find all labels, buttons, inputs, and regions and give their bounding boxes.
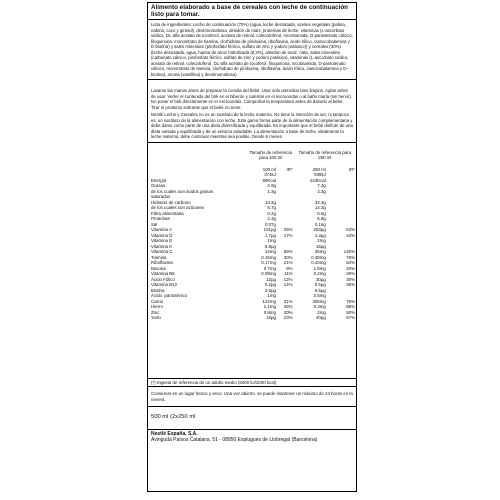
- warning-text: Nestlé Leche y Cereales no es un sustituto de la leche materna. No tiene la intención de ser, ni tampoco es, un sustituto de la alimentación con leche. Esta gama forma parte de la alimentación complementaria y debe darse como parte de una dieta diversificada y equilibrada. Es importante que el bebé disfrute de una dieta variada y equilibrada y de un entorno saludable. La alimentación a base de leche, idealmente la leche materna, debe continuar mientras sea posible. Desde 6 meses.: [151, 112, 353, 139]
- ir-250ml: 30%: [346, 276, 355, 282]
- divider: [148, 429, 356, 430]
- value-100ml: 2.1mg: [263, 304, 276, 309]
- ir-100ml-header: IR*: [286, 166, 293, 172]
- value-100ml: 1.3g: [267, 188, 276, 194]
- nutrient-label: de los cuales son ácidos grasos: [151, 188, 214, 194]
- pack-size: 500 ml (2x250 ml: [151, 414, 196, 420]
- value-250ml: 0.5µg: [314, 282, 326, 287]
- ir-250ml: 76%: [346, 254, 355, 260]
- value-250ml: 2mg: [317, 238, 326, 243]
- spacer: [148, 321, 356, 377]
- value-100ml: 2.3g: [267, 216, 276, 221]
- ir-100ml: 17%: [283, 232, 293, 238]
- nutrient-label: de los cuales son azúcares: [151, 205, 204, 210]
- ir-100ml: 31%: [283, 298, 293, 304]
- value-100ml: 2.6µg: [264, 287, 276, 293]
- nutrient-label: Niacina: [151, 265, 166, 271]
- value-250ml: 3.3g: [317, 188, 326, 194]
- ir-250ml: 57%: [346, 315, 355, 320]
- ir-250ml: 50%: [346, 309, 355, 315]
- nutrient-label: Hierro: [151, 304, 163, 309]
- value-250ml: 223Kcal: [309, 177, 326, 183]
- nutrient-label: Vitamina D: [151, 232, 173, 238]
- unit-100ml: 100 ml: [262, 166, 276, 172]
- ir-100ml: 12%: [283, 276, 293, 282]
- nutrient-label: Hidratos de carbono: [151, 199, 191, 205]
- value-250ml: 15µg: [315, 243, 326, 249]
- nutrient-label: Biotina: [151, 287, 165, 293]
- value-100ml: 5.7g: [267, 205, 276, 210]
- value-250ml: 33.3g: [314, 199, 326, 205]
- unit-250ml: 250 ml: [312, 166, 326, 172]
- nutrient-label: Grasas: [151, 183, 166, 188]
- value-100ml: 122mg: [262, 298, 276, 304]
- value-100ml: 13.3g: [264, 199, 276, 205]
- value-250ml: 5.8g: [317, 216, 326, 221]
- value-100ml: 374kJ: [264, 172, 276, 177]
- ir-250ml: 36%: [346, 282, 355, 287]
- ir-100ml: 35%: [283, 304, 293, 309]
- ingredients-text: Lista de ingredientes: Leche de continuación (70%) (agua, leche desnatada, aceites vegetales (palma, nabina, coco y girasol), dextrinomaltosa, almidón de maíz, proteínas de leche, vitaminas (L-ascorbato sódico, DL-alfa acetato de tocoferol, acetato de retinol, colecalciferol, nicotinamida, D-pantotenato cálcico, filoquinona, mononitrato de tiamina, clorhidrato de piridoxina, riboflavina, ácido fólico, cianocobalamina y D-biotina) y sales minerales (pirofosfato férrico, sulfato de zinc y yoduro potásico)) y cereales (30%) (leche desnatada, agua, harina de arroz hidrolizada (8,2%), almidón de maíz, nata, sales minerales (carbonato cálcico, pirofosfato férrico, sulfato de zinc y yoduro potásico), vitaminas (L-ascorbato sódico, acetato de retinol, colecalciferol, DL-alfa acetato de tocoferol, filoquinona, nicotinamida, D-pantotenato cálcico, mononitrato de tiamina, clorhidrato de piridoxina, riboflavina, ácido fólico, cianocobalamina y D-biotina), aroma (vainillina) y dextrinomaltosa).: [151, 22, 353, 77]
- divider: [148, 386, 356, 387]
- value-250ml: 0.16g: [314, 221, 326, 227]
- value-100ml: 5.8µg: [264, 243, 276, 249]
- ir-100ml: 8%: [286, 265, 293, 271]
- value-100ml: 16µg: [266, 315, 276, 320]
- ir-100ml: 11%: [284, 271, 293, 276]
- value-100ml: 2.9g: [267, 183, 276, 188]
- nutrition-table: [148, 150, 356, 321]
- value-100ml: 0.2g: [267, 210, 276, 216]
- divider: [148, 142, 356, 143]
- nutrient-label: Sal: [151, 221, 158, 227]
- nutrient-label: Ácido Fólico: [151, 276, 175, 282]
- value-250ml: 2mg: [317, 309, 326, 315]
- value-100ml: 101µg: [263, 227, 276, 232]
- ir-250ml: 63%: [346, 227, 355, 232]
- manufacturer-name: Nestlé España, S.A.: [151, 431, 198, 437]
- value-100ml: 0.7mg: [263, 265, 276, 271]
- value-100ml: 1mg: [267, 238, 276, 243]
- nutrient-label: Vitamina A: [151, 227, 172, 232]
- divider: [148, 378, 356, 379]
- value-250ml: 939kJ: [314, 172, 326, 177]
- divider: [148, 79, 356, 80]
- ir-250ml: 54%: [346, 260, 355, 265]
- value-100ml: 0.17mg: [261, 260, 276, 265]
- value-250ml: 40µg: [315, 315, 326, 320]
- nutrient-label: Vitamina K: [151, 243, 173, 249]
- ir-250ml: 76%: [346, 298, 355, 304]
- value-250ml: 14.3g: [314, 205, 326, 210]
- nutrient-label: Riboflavina: [151, 260, 173, 265]
- nutrient-label: Energía: [151, 177, 167, 183]
- value-250ml: 5.3mg: [313, 304, 326, 309]
- ir-100ml: 30%: [283, 254, 293, 260]
- value-250ml: 6.5µg: [314, 287, 326, 293]
- value-100ml: 0.07g: [264, 221, 276, 227]
- value-250ml: 0.43mg: [311, 260, 326, 265]
- ir-100ml: 56%: [283, 249, 293, 254]
- product-title: Alimento elaborado a base de cereales con leche de continuación listo para tomar.: [151, 4, 349, 18]
- nutrient-label: Vitamina E: [151, 238, 173, 243]
- nutrient-label: Yodo: [151, 315, 161, 320]
- divider: [148, 406, 356, 407]
- value-100ml: 1mg: [267, 293, 276, 298]
- nutrient-label: Fibra alimentaria: [151, 210, 184, 216]
- manufacturer: [148, 431, 356, 443]
- value-100ml: 0.08mg: [261, 271, 276, 276]
- value-250ml: 253µg: [313, 227, 326, 232]
- ir-250ml: 43%: [346, 232, 355, 238]
- nutrient-label: Calcio: [151, 298, 164, 304]
- reference-intake-note: (*) Ingesta de referencia de un adulto medio (8400 kJ/2000 kcal): [151, 379, 277, 385]
- value-250ml: 7.3g: [317, 183, 326, 188]
- value-250ml: 35mg: [314, 249, 326, 254]
- column-header-100ml: Tamaño de referencia para 100 ml: [249, 149, 292, 160]
- nutrition-label-panel: [147, 2, 357, 492]
- value-250ml: 4.3µg: [314, 232, 326, 238]
- ir-100ml: 14%: [283, 282, 293, 287]
- column-header-250ml: Tamaño de referencia para 250 ml: [298, 149, 352, 160]
- value-100ml: 0.8mg: [263, 309, 276, 315]
- ir-250ml: 20%: [346, 265, 355, 271]
- ir-250ml: 140%: [343, 249, 355, 254]
- value-250ml: 0.38mg: [311, 254, 326, 260]
- value-250ml: 2.5mg: [313, 293, 326, 298]
- instructions-text: Lavarse las manos antes de preparar la comida del bebé. Usar solo utensilios bien limpios. Agitar antes de usar. Verter el contenido del brik en el biberón y calentar en el microondas o al baño maría (sin hervir). No poner el brik directamente en el microondas. Comprobar la temperatura antes de darselo al bebé. Tirar el producto sobrante que el bebé no tome.: [151, 88, 352, 110]
- nutrition-table-body: [148, 172, 356, 321]
- nutrient-label: Proteínas: [151, 216, 170, 221]
- value-100ml: 0.2µg: [264, 282, 276, 287]
- value-100ml: 14mg: [264, 249, 276, 254]
- ir-100ml: 25%: [283, 227, 293, 232]
- nutrient-label: Ácido. pantoténico: [151, 293, 188, 298]
- value-100ml: 1.7µg: [264, 232, 276, 238]
- value-250ml: 0.5g: [317, 210, 326, 216]
- nutrient-label: saturados: [151, 194, 171, 199]
- value-100ml: 89Kcal: [262, 177, 276, 183]
- ir-250ml: 88%: [346, 304, 355, 309]
- nutrient-label: Zinc: [151, 309, 160, 315]
- ir-100ml: 21%: [283, 260, 293, 265]
- storage-text: Conservar en un lugar fresco y seco. Una vez abierto, se puede mantener un máximo de 24 horas en la nevera.: [151, 391, 353, 402]
- nutrition-table-header: [148, 150, 356, 161]
- value-250ml: 1.8mg: [313, 265, 326, 271]
- nutrient-label: Vitamina B12: [151, 282, 178, 287]
- nutrient-label: Vitamina C: [151, 249, 173, 254]
- value-100ml: 12µg: [266, 276, 276, 282]
- manufacturer-address: Avinguda Països Catalans, 51 - 08950 Esplugues de Llobregat (Barcelona): [151, 437, 318, 443]
- ir-100ml: 23%: [283, 315, 293, 320]
- divider: [148, 19, 356, 20]
- value-100ml: 0.15mg: [261, 254, 276, 260]
- value-250ml: 305mg: [312, 298, 326, 304]
- ir-250ml-header: IR*: [348, 166, 355, 172]
- ir-250ml: 29%: [346, 271, 355, 276]
- nutrient-label: Tiamina: [151, 254, 167, 260]
- ir-100ml: 20%: [283, 309, 293, 315]
- nutrient-label: Vitamina B6: [151, 271, 175, 276]
- value-250ml: 30µg: [315, 276, 326, 282]
- value-250ml: 0.2mg: [313, 271, 326, 276]
